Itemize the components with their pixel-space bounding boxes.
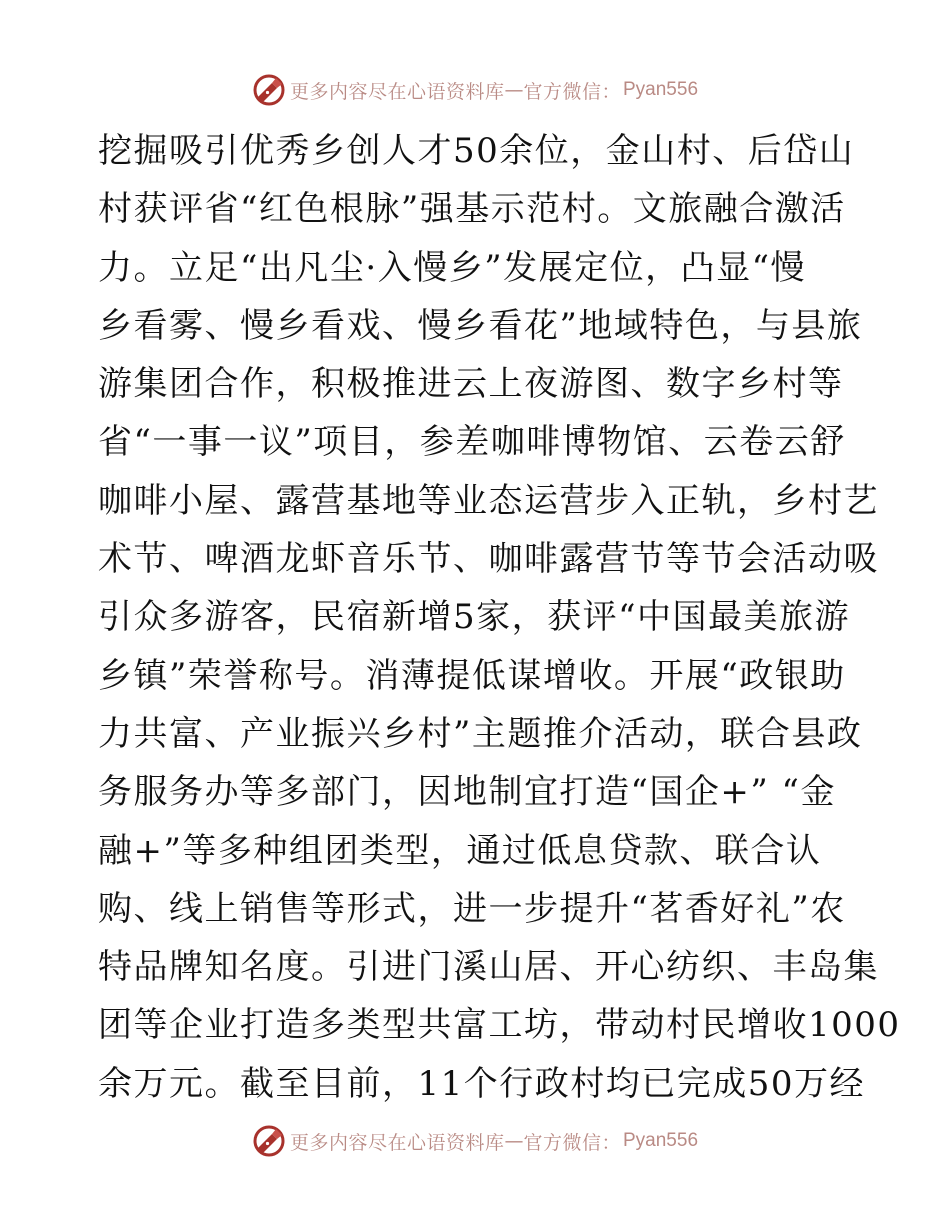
body-line: 特品牌知名度。引进门溪山居、开心纺织、丰岛集 [98,947,879,988]
body-line: 引众多游客，民宿新增5家，获评“中国最美旅游 [98,597,851,638]
banner-text: 更多内容尽在心语资料库 [289,80,505,103]
body-line: 力。立足“出凡尘·入慢乡”发展定位，凸显“慢 [98,247,806,288]
banner-dash: — [504,79,524,101]
wechat-id: Pyan556 [623,79,699,100]
body-line: 咖啡小屋、露营基地等业态运营步入正轨，乡村艺 [98,480,879,521]
body-line: 购、线上销售等形式，进一步提升“茗香好礼”农 [98,888,846,929]
body-line: 游集团合作，积极推进云上夜游图、数字乡村等 [98,364,844,405]
pen-nib-logo-icon [252,73,286,107]
body-line: 力共富、产业振兴乡村”主题推介活动，联合县政 [98,713,863,754]
body-line: 术节、啤酒龙虾音乐节、咖啡露营节等节会活动吸 [98,539,879,580]
banner-dash: — [504,1130,524,1152]
footer-banner [0,1121,950,1161]
body-line: 乡看雾、慢乡看戏、慢乡看花”地域特色，与县旅 [98,305,863,346]
body-line: 省“一事一议”项目，参差咖啡博物馆、云卷云舒 [98,422,846,463]
body-line: 余万元。截至目前，11个行政村均已完成50万经 [98,1063,866,1104]
pen-nib-logo-icon [252,1124,286,1158]
document-body [98,122,901,1113]
body-line: 务服务办等多部门，因地制宜打造“国企+” “金 [98,772,836,813]
wechat-label: 官方微信： [523,1131,621,1154]
banner-text: 更多内容尽在心语资料库 [289,1131,505,1154]
body-line: 乡镇”荣誉称号。消薄提低谋增收。开展“政银助 [98,655,846,696]
body-line: 融+”等多种组团类型，通过低息贷款、联合认 [98,830,822,871]
wechat-label: 官方微信： [523,80,621,103]
wechat-id: Pyan556 [623,1130,699,1151]
header-banner [0,70,950,110]
body-line: 挖掘吸引优秀乡创人才50余位，金山村、后岱山 [98,131,855,171]
body-line: 村获评省“红色根脉”强基示范村。文旅融合激活 [98,189,846,230]
body-line: 团等企业打造多类型共富工坊，带动村民增收1000 [98,1005,901,1046]
